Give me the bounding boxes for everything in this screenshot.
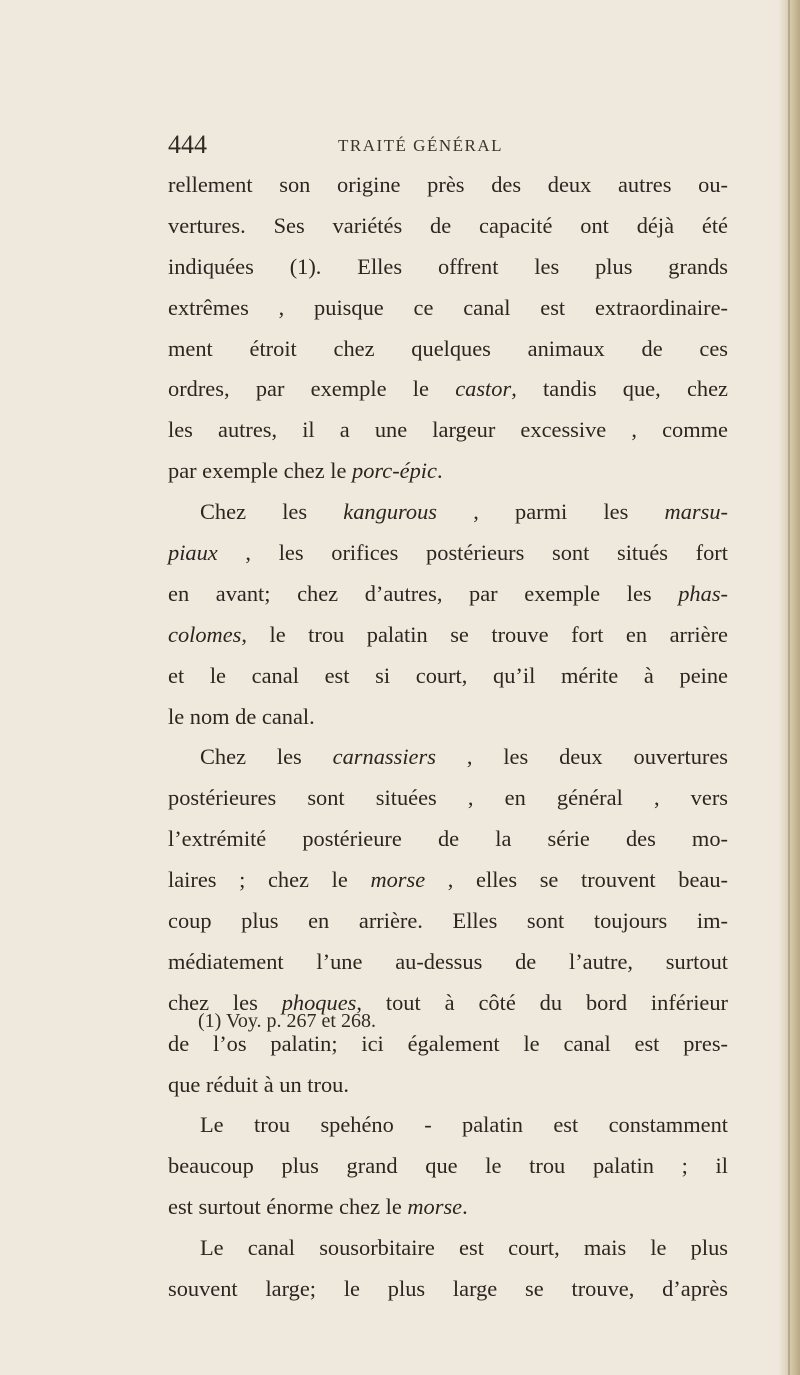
text-segment: par exemple chez le (168, 458, 352, 484)
text-segment: chez les (168, 989, 282, 1015)
text-line (168, 369, 728, 410)
text-segment: l’extrémité postérieure de la série des mo- (168, 826, 728, 852)
text-line (168, 247, 728, 288)
text-segment: , tandis que, chez (511, 376, 728, 402)
book-gutter-line (788, 0, 790, 1375)
text-line (168, 737, 728, 778)
text-line (168, 778, 728, 819)
text-segment: Le trou spehéno - palatin est constamment (200, 1112, 728, 1138)
text-segment: vertures. Ses variétés de capacité ont déjà été (168, 212, 728, 238)
text-line (168, 819, 728, 860)
text-line (168, 533, 728, 574)
italic-term: morse (370, 867, 426, 893)
italic-term: phas- (678, 580, 728, 606)
text-segment: rellement son origine près des deux autres ou- (168, 172, 728, 197)
text-line (168, 1065, 728, 1106)
text-segment: , elles se trouvent beau- (425, 867, 728, 893)
text-line (168, 656, 728, 697)
text-segment: en avant; chez d’autres, par exemple les (168, 580, 679, 606)
text-line (168, 1269, 728, 1310)
text-segment: le nom de canal. (168, 703, 315, 729)
text-line (168, 1228, 728, 1269)
text-segment: coup plus en arrière. Elles sont toujours im- (168, 908, 728, 934)
text-segment: Chez les (200, 744, 333, 770)
text-segment: est surtout énorme chez le (168, 1194, 408, 1220)
text-line (168, 492, 728, 533)
text-line (168, 1146, 728, 1187)
text-segment: indiquées (1). Elles offrent les plus grands (168, 253, 728, 279)
italic-term: porc-épic (352, 458, 437, 484)
text-segment: , parmi les (437, 499, 665, 525)
text-segment: Le canal sousorbitaire est court, mais le plus (200, 1235, 728, 1261)
text-segment: beaucoup plus grand que le trou palatin ; il (168, 1153, 728, 1179)
text-segment: . (436, 458, 443, 484)
running-title: TRAITÉ GÉNÉRAL (338, 136, 504, 155)
text-line (168, 901, 728, 942)
italic-term: morse (407, 1194, 463, 1220)
text-line (168, 860, 728, 901)
text-segment: et le canal est si court, qu’il mérite à peine (168, 662, 728, 688)
italic-term: phoques (281, 989, 357, 1015)
text-line (168, 329, 728, 370)
text-line (168, 451, 728, 492)
text-segment: souvent large; le plus large se trouve, d’après (168, 1276, 728, 1302)
text-line (168, 206, 728, 247)
page-number: 444 (168, 130, 207, 159)
text-segment: , les orifices postérieurs sont situés fort (217, 540, 728, 566)
italic-term: castor (455, 376, 512, 402)
page-header (168, 130, 728, 166)
text-segment: Chez les (200, 499, 344, 525)
text-segment: de l’os palatin; ici également le canal est pres- (168, 1030, 728, 1056)
text-segment: postérieures sont situées , en général , vers (168, 785, 728, 811)
text-line (168, 615, 728, 656)
italic-term: piaux (168, 540, 218, 566)
italic-term: carnassiers (332, 744, 436, 770)
text-segment: , le trou palatin se trouve fort en arrière (241, 621, 728, 647)
text-line (168, 697, 728, 738)
text-segment: , les deux ouvertures (435, 744, 729, 770)
text-line (168, 410, 728, 451)
text-segment: ordres, par exemple le (168, 376, 456, 402)
footnote: (1) Voy. p. 267 et 268. (198, 1010, 376, 1032)
text-line (168, 165, 728, 206)
text-segment: médiatement l’une au-dessus de l’autre, surtout (168, 948, 728, 974)
italic-term: kangurous (343, 499, 438, 525)
text-segment: extrêmes , puisque ce canal est extraordinaire- (168, 294, 728, 320)
text-line (168, 1187, 728, 1228)
text-line (168, 288, 728, 329)
text-segment: les autres, il a une largeur excessive , comme (168, 417, 728, 443)
text-line (168, 574, 728, 615)
text-line (168, 942, 728, 983)
text-segment: , tout à côté du bord inférieur (356, 989, 729, 1015)
text-segment: que réduit à un trou. (168, 1071, 349, 1097)
text-segment: ment étroit chez quelques animaux de ces (168, 335, 728, 361)
italic-term: marsu- (664, 499, 728, 525)
body-text (168, 165, 728, 1310)
italic-term: colomes (168, 621, 242, 647)
text-line (168, 1105, 728, 1146)
text-segment: laires ; chez le (168, 867, 371, 893)
text-segment: . (462, 1194, 468, 1220)
